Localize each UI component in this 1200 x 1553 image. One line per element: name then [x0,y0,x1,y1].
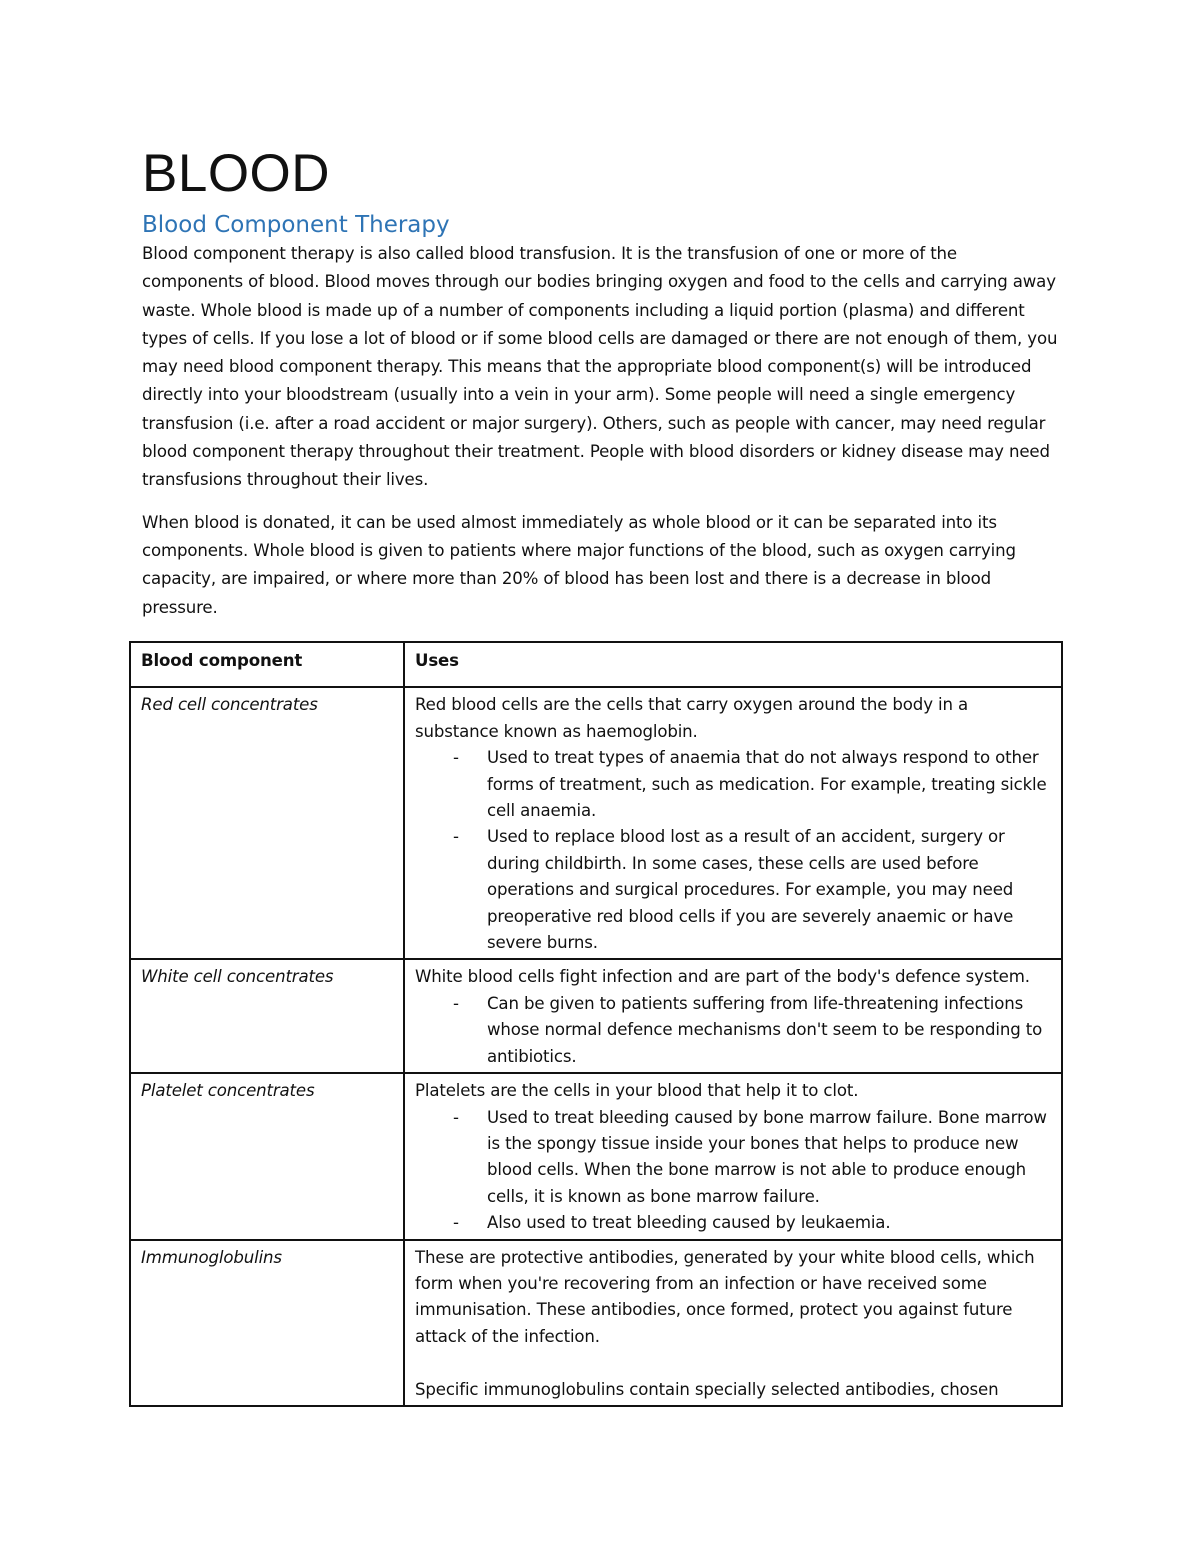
component-uses [404,1073,1062,1239]
header-blood-component: Blood component [130,642,404,687]
list-item: - Can be given to patients suffering from life-threatening infections whose normal defence mechanisms don't seem to be responding to antibiotics. [415,991,1051,1070]
component-uses [404,687,1062,959]
header-uses: Uses [404,642,1062,687]
component-name: Red cell concentrates [130,687,404,959]
uses-list [415,991,1051,1070]
list-item: - Also used to treat bleeding caused by leukaemia. [415,1210,1051,1236]
table-row [130,959,1062,1073]
list-item: - Used to replace blood lost as a result of an accident, surgery or during childbirth. In some cases, these cells are used before operations and surgical procedures. For example, you may need preoperative red blood cells if you are severely anaemic or have severe burns. [415,824,1051,956]
list-item: - Used to treat types of anaemia that do not always respond to other forms of treatment, such as medication. For example, treating sickle cell anaemia. [415,745,1051,824]
uses-extra: Specific immunoglobulins contain specially selected antibodies, chosen [415,1379,999,1399]
component-uses [404,959,1062,1073]
document-title: BLOOD [142,144,331,203]
table-row [130,1073,1062,1239]
uses-intro: Red blood cells are the cells that carry oxygen around the body in a substance known as haemoglobin. [415,695,968,741]
uses-intro: These are protective antibodies, generated by your white blood cells, which form when you're recovering from an infection or have received some immunisation. These antibodies, once formed, protect you against future attack of the infection. [415,1247,1035,1346]
table-header-row [130,642,1062,687]
document-body [142,138,1062,622]
component-name: Immunoglobulins [130,1240,404,1406]
blood-component-table [129,641,1061,1407]
component-name: White cell concentrates [130,959,404,1073]
uses-intro: Platelets are the cells in your blood that help it to clot. [415,1081,859,1101]
component-uses [404,1240,1062,1406]
uses-list [415,745,1051,956]
component-name: Platelet concentrates [130,1073,404,1239]
blank-line [415,1350,1051,1376]
paragraph-intro: Blood component therapy is also called blood transfusion. It is the transfusion of one or more of the components of blood. Blood moves through our bodies bringing oxygen and food to the cells and carrying away waste. Whole blood is made up of a number of components including a liquid portion (plasma) and different types of cells. If you lose a lot of blood or if some blood cells are damaged or there are not enough of them, you may need blood component therapy. This means that the appropriate blood component(s) will be introduced directly into your bloodstream (usually into a vein in your arm). Some people will need a single emergency transfusion (i.e. after a road accident or major surgery). Others, such as people with cancer, may need regular blood component therapy throughout their treatment. People with blood disorders or kidney disease may need transfusions throughout their lives. [142,244,1058,490]
uses-list [415,1105,1051,1237]
list-item: - Used to treat bleeding caused by bone marrow failure. Bone marrow is the spongy tissue inside your bones that helps to produce new blood cells. When the bone marrow is not able to produce enough cells, it is known as bone marrow failure. [415,1105,1051,1211]
paragraph-donation: When blood is donated, it can be used almost immediately as whole blood or it can be separated into its components. Whole blood is given to patients where major functions of the blood, such as oxygen carrying capacity, are impaired, or where more than 20% of blood has been lost and there is a decrease in blood pressure. [142,512,1016,617]
section-heading: Blood Component Therapy [142,212,450,238]
table-row [130,687,1062,959]
uses-intro: White blood cells fight infection and are part of the body's defence system. [415,967,1030,987]
table-row [130,1240,1062,1406]
